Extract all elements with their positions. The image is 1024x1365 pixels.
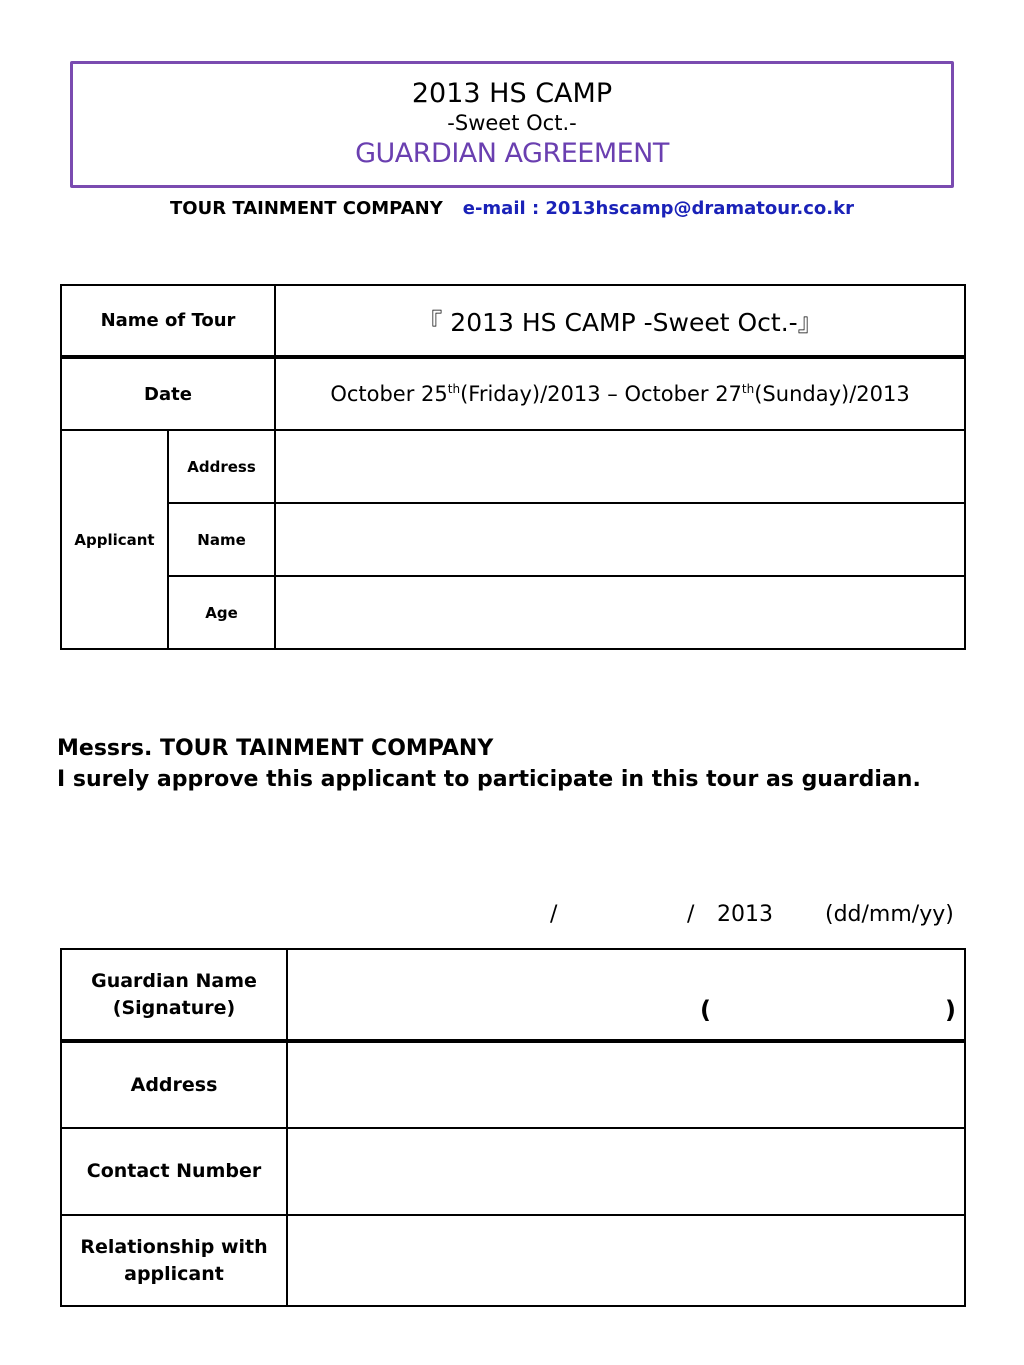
statement-line-2: I surely approve this applicant to participate in this tour as guardian. bbox=[57, 767, 921, 792]
applicant-age-field[interactable] bbox=[275, 576, 965, 649]
applicant-age-label: Age bbox=[168, 576, 275, 649]
relationship-label: Relationship with applicant bbox=[61, 1215, 287, 1306]
guardian-signature-field[interactable] bbox=[287, 949, 965, 1041]
statement-line-1: Messrs. TOUR TAINMENT COMPANY bbox=[57, 736, 494, 761]
applicant-address-field[interactable] bbox=[275, 430, 965, 503]
guardian-name-label: Guardian Name (Signature) bbox=[61, 949, 287, 1041]
guardian-address-field[interactable] bbox=[287, 1041, 965, 1128]
guardian-table bbox=[60, 948, 966, 1307]
agreement-heading: GUARDIAN AGREEMENT bbox=[355, 138, 669, 169]
contact-number-field[interactable] bbox=[287, 1128, 965, 1215]
date-year: 2013 bbox=[717, 902, 773, 927]
signature-paren-open: ( bbox=[700, 996, 711, 1024]
title-box bbox=[70, 61, 954, 188]
date-slash-1: / bbox=[550, 902, 558, 927]
email-address: e-mail : 2013hscamp@dramatour.co.kr bbox=[462, 198, 854, 219]
guardian-address-label: Address bbox=[61, 1041, 287, 1128]
name-of-tour-value: 『 2013 HS CAMP -Sweet Oct.-』 bbox=[275, 285, 965, 357]
date-value: October 25th(Friday)/2013 – October 27th(Sunday)/2013 bbox=[275, 357, 965, 430]
date-slash-2: / bbox=[687, 902, 695, 927]
applicant-label: Applicant bbox=[61, 430, 168, 649]
date-label: Date bbox=[61, 357, 275, 430]
approval-statement bbox=[57, 733, 921, 795]
date-format: (dd/mm/yy) bbox=[825, 902, 954, 927]
signature-paren-close: ) bbox=[945, 996, 956, 1024]
tour-info-table bbox=[60, 284, 966, 650]
applicant-name-field[interactable] bbox=[275, 503, 965, 576]
contact-number-label: Contact Number bbox=[61, 1128, 287, 1215]
applicant-name-label: Name bbox=[168, 503, 275, 576]
signature-date-line bbox=[0, 902, 1024, 936]
company-name: TOUR TAINMENT COMPANY bbox=[170, 198, 443, 219]
page-subtitle: -Sweet Oct.- bbox=[447, 111, 577, 135]
name-of-tour-label: Name of Tour bbox=[61, 285, 275, 357]
relationship-field[interactable] bbox=[287, 1215, 965, 1306]
applicant-address-label: Address bbox=[168, 430, 275, 503]
company-line bbox=[0, 198, 1024, 219]
page-title: 2013 HS CAMP bbox=[411, 78, 613, 109]
